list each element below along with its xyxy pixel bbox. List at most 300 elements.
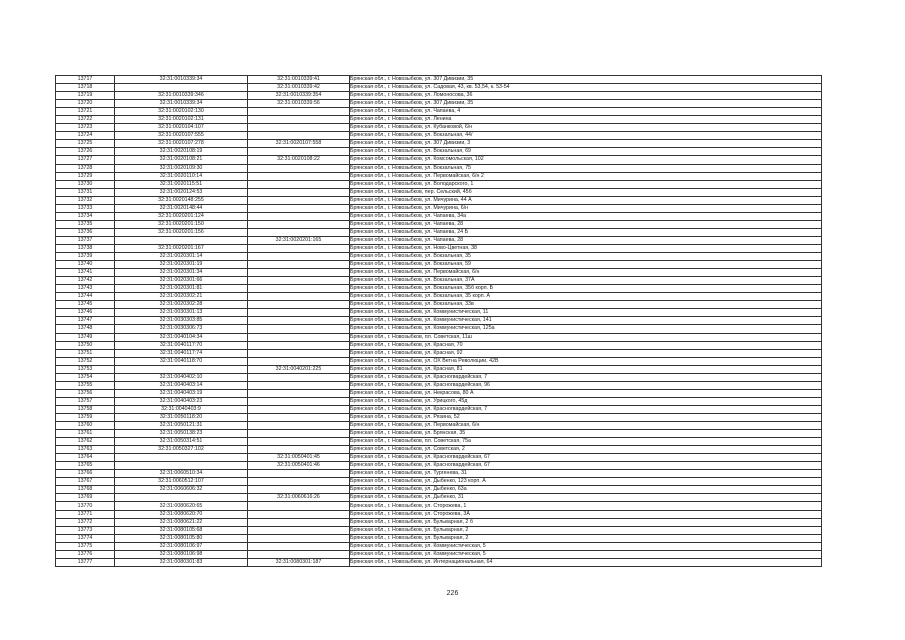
related-cadastral-number-cell — [248, 325, 350, 333]
row-number-cell: 13768 — [56, 486, 115, 494]
table-row — [56, 446, 822, 454]
address-cell: Брянская обл., г. Новозыбков, ул. Вокзальная, 75 — [350, 164, 822, 172]
address-cell: Брянская обл., г. Новозыбков, ул. Красная, 81 — [350, 365, 822, 373]
related-cadastral-number-cell: 32:31:0050401:45 — [248, 454, 350, 462]
related-cadastral-number-cell — [248, 381, 350, 389]
cadastral-number-cell: 32:31:0020148:44 — [115, 204, 248, 212]
related-cadastral-number-cell — [248, 164, 350, 172]
related-cadastral-number-cell — [248, 301, 350, 309]
cadastral-number-cell: 32:31:0040104:34 — [115, 333, 248, 341]
cadastral-number-cell: 32:31:0040403:9 — [115, 405, 248, 413]
address-cell: Брянская обл., г. Новозыбков, ул. Володарского, 1 — [350, 180, 822, 188]
related-cadastral-number-cell: 32:31:0080301:187 — [248, 558, 350, 566]
address-cell: Брянская обл., г. Новозыбков, ул. Вокзальная, 35 — [350, 253, 822, 261]
cadastral-number-cell — [115, 84, 248, 92]
address-cell: Брянская обл., г. Новозыбков, ул. Красногвардейская, 7 — [350, 405, 822, 413]
table-row — [56, 196, 822, 204]
row-number-cell: 13753 — [56, 365, 115, 373]
related-cadastral-number-cell — [248, 196, 350, 204]
related-cadastral-number-cell — [248, 478, 350, 486]
row-number-cell: 13727 — [56, 156, 115, 164]
table-row — [56, 454, 822, 462]
row-number-cell: 13760 — [56, 422, 115, 430]
address-cell: Брянская обл., г. Новозыбков, ул. Красногвардейская, 67 — [350, 454, 822, 462]
address-cell: Брянская обл., г. Новозыбков, ул. Красная, 70 — [350, 341, 822, 349]
row-number-cell: 13770 — [56, 502, 115, 510]
cadastral-number-cell: 32:31:0020102:130 — [115, 108, 248, 116]
row-number-cell: 13746 — [56, 309, 115, 317]
related-cadastral-number-cell: 32:31:0040201:225 — [248, 365, 350, 373]
related-cadastral-number-cell — [248, 293, 350, 301]
row-number-cell: 13720 — [56, 100, 115, 108]
related-cadastral-number-cell — [248, 108, 350, 116]
row-number-cell: 13735 — [56, 220, 115, 228]
row-number-cell: 13773 — [56, 526, 115, 534]
row-number-cell: 13742 — [56, 277, 115, 285]
related-cadastral-number-cell — [248, 349, 350, 357]
related-cadastral-number-cell — [248, 261, 350, 269]
table-row — [56, 156, 822, 164]
cadastral-number-cell — [115, 454, 248, 462]
related-cadastral-number-cell — [248, 244, 350, 252]
row-number-cell: 13717 — [56, 76, 115, 84]
table-row — [56, 84, 822, 92]
table-row — [56, 309, 822, 317]
table-row — [56, 486, 822, 494]
table-row — [56, 293, 822, 301]
table-row — [56, 357, 822, 365]
table-row — [56, 542, 822, 550]
cadastral-number-cell: 32:31:0040118:70 — [115, 357, 248, 365]
table-row — [56, 373, 822, 381]
cadastral-number-cell: 32:31:0080301:83 — [115, 558, 248, 566]
address-cell: Брянская обл., г. Новозыбков, ул. Интернациональная, 64 — [350, 558, 822, 566]
address-cell: Брянская обл., г. Новозыбков, ул. Чапаева, 28 — [350, 236, 822, 244]
cadastral-number-cell: 32:31:0080106:98 — [115, 550, 248, 558]
row-number-cell: 13758 — [56, 405, 115, 413]
row-number-cell: 13721 — [56, 108, 115, 116]
row-number-cell: 13767 — [56, 478, 115, 486]
row-number-cell: 13726 — [56, 148, 115, 156]
related-cadastral-number-cell — [248, 542, 350, 550]
address-cell: Брянская обл., г. Новозыбков, ул. Коммунистическая, 11 — [350, 309, 822, 317]
row-number-cell: 13743 — [56, 285, 115, 293]
cadastral-number-cell: 32:31:0040402:10 — [115, 373, 248, 381]
table-row — [56, 526, 822, 534]
address-cell: Брянская обл., г. Новозыбков, ул. Тургенева, 31 — [350, 470, 822, 478]
address-cell: Брянская обл., г. Новозыбков, ул. Дыбенко, 123 корп. А — [350, 478, 822, 486]
row-number-cell: 13730 — [56, 180, 115, 188]
row-number-cell: 13739 — [56, 253, 115, 261]
row-number-cell: 13723 — [56, 124, 115, 132]
table-row — [56, 244, 822, 252]
cadastral-number-cell: 32:31:0020302:28 — [115, 301, 248, 309]
row-number-cell: 13775 — [56, 542, 115, 550]
related-cadastral-number-cell — [248, 357, 350, 365]
related-cadastral-number-cell: 32:31:0060616:26 — [248, 494, 350, 502]
related-cadastral-number-cell — [248, 438, 350, 446]
cadastral-number-cell: 32:31:0040117:70 — [115, 341, 248, 349]
table-row — [56, 285, 822, 293]
cadastral-number-cell: 32:31:0020201:167 — [115, 244, 248, 252]
row-number-cell: 13763 — [56, 446, 115, 454]
table-row — [56, 108, 822, 116]
related-cadastral-number-cell — [248, 446, 350, 454]
row-number-cell: 13771 — [56, 510, 115, 518]
cadastral-number-cell: 32:31:0020201:150 — [115, 220, 248, 228]
table-row — [56, 381, 822, 389]
cadastral-number-cell: 32:31:0020115:51 — [115, 180, 248, 188]
cadastral-number-cell: 32:31:0020108:21 — [115, 156, 248, 164]
cadastral-number-cell: 32:31:0020301:66 — [115, 277, 248, 285]
cadastral-number-cell: 32:31:0050138:23 — [115, 430, 248, 438]
address-cell: Брянская обл., г. Новозыбков, ул. Коммунистическая, 125а — [350, 325, 822, 333]
address-cell: Брянская обл., г. Новозыбков, ул. Дыбенко, 63а — [350, 486, 822, 494]
row-number-cell: 13757 — [56, 397, 115, 405]
address-cell: Брянская обл., г. Новозыбков, пл. Советская, 11ш — [350, 333, 822, 341]
cadastral-number-cell: 32:31:0050314:51 — [115, 438, 248, 446]
cadastral-number-cell: 32:31:0060510:34 — [115, 470, 248, 478]
row-number-cell: 13718 — [56, 84, 115, 92]
row-number-cell: 13750 — [56, 341, 115, 349]
related-cadastral-number-cell — [248, 188, 350, 196]
table-row — [56, 494, 822, 502]
address-cell: Брянская обл., г. Новозыбков, пер. Сельский, 45б — [350, 188, 822, 196]
table-row — [56, 333, 822, 341]
related-cadastral-number-cell — [248, 405, 350, 413]
row-number-cell: 13741 — [56, 269, 115, 277]
row-number-cell: 13731 — [56, 188, 115, 196]
related-cadastral-number-cell — [248, 132, 350, 140]
related-cadastral-number-cell — [248, 277, 350, 285]
address-cell: Брянская обл., г. Новозыбков, ул. Брянская, 35 — [350, 430, 822, 438]
table-row — [56, 261, 822, 269]
address-cell: Брянская обл., г. Новозыбков, ул. Чапаева, 24 Б — [350, 228, 822, 236]
address-cell: Брянская обл., г. Новозыбков, ул. Коммунистическая, 141 — [350, 317, 822, 325]
table-row — [56, 430, 822, 438]
cadastral-number-cell: 32:31:0080620:65 — [115, 502, 248, 510]
table-row — [56, 172, 822, 180]
address-cell: Брянская обл., г. Новозыбков, ул. Вокзальная, 37А — [350, 277, 822, 285]
related-cadastral-number-cell — [248, 510, 350, 518]
address-cell: Брянская обл., г. Новозыбков, ул. Коммунистическая, 5 — [350, 542, 822, 550]
address-cell: Брянская обл., г. Новозыбков, ул. ОХ Ветна Революции, 42В — [350, 357, 822, 365]
cadastral-number-cell: 32:31:0050121:31 — [115, 422, 248, 430]
table-row — [56, 317, 822, 325]
related-cadastral-number-cell: 32:31:0010339:42 — [248, 84, 350, 92]
cadastral-number-cell: 32:31:0080105:68 — [115, 526, 248, 534]
address-cell: Брянская обл., г. Новозыбков, ул. Чапаева, 34а — [350, 212, 822, 220]
row-number-cell: 13764 — [56, 454, 115, 462]
cadastral-number-cell: 32:31:0050118:20 — [115, 413, 248, 421]
cadastral-number-cell: 32:31:0080621:22 — [115, 518, 248, 526]
cadastral-number-cell: 32:31:0020201:124 — [115, 212, 248, 220]
address-cell: Брянская обл., г. Новозыбков, ул. Мичурина, 44 А — [350, 196, 822, 204]
related-cadastral-number-cell — [248, 220, 350, 228]
cadastral-number-cell: 32:31:0010339:346 — [115, 92, 248, 100]
row-number-cell: 13774 — [56, 534, 115, 542]
address-cell: Брянская обл., г. Новозыбков, ул. 307 Дивизии, 35 — [350, 76, 822, 84]
row-number-cell: 13756 — [56, 389, 115, 397]
address-cell: Брянская обл., г. Новозыбков, ул. Вокзальная, 33в — [350, 301, 822, 309]
table-row — [56, 325, 822, 333]
cadastral-number-cell: 32:31:0020108:19 — [115, 148, 248, 156]
registry-table — [55, 75, 822, 567]
cadastral-number-cell: 32:31:0080105:80 — [115, 534, 248, 542]
address-cell: Брянская обл., г. Новозыбков, ул. Садовая, 43, кв. 53,54, к. 53-54 — [350, 84, 822, 92]
row-number-cell: 13725 — [56, 140, 115, 148]
related-cadastral-number-cell: 32:31:0020107:558 — [248, 140, 350, 148]
cadastral-number-cell: 32:31:0020302:21 — [115, 293, 248, 301]
address-cell: Брянская обл., г. Новозыбков, ул. Бульварная, 2 — [350, 534, 822, 542]
address-cell: Брянская обл., г. Новозыбков, ул. Ленина — [350, 116, 822, 124]
address-cell: Брянская обл., г. Новозыбков, ул. Красногвардейская, 7 — [350, 373, 822, 381]
related-cadastral-number-cell — [248, 526, 350, 534]
cadastral-number-cell — [115, 365, 248, 373]
address-cell: Брянская обл., г. Новозыбков, ул. Чапаева, 4 — [350, 108, 822, 116]
table-row — [56, 422, 822, 430]
table-row — [56, 413, 822, 421]
address-cell: Брянская обл., г. Новозыбков, ул. Чапаева, 28 — [350, 220, 822, 228]
row-number-cell: 13752 — [56, 357, 115, 365]
address-cell: Брянская обл., г. Новозыбков, ул. Урицкого, 45д — [350, 397, 822, 405]
related-cadastral-number-cell — [248, 124, 350, 132]
table-row — [56, 301, 822, 309]
row-number-cell: 13754 — [56, 373, 115, 381]
cadastral-number-cell: 32:31:0080620:70 — [115, 510, 248, 518]
row-number-cell: 13736 — [56, 228, 115, 236]
related-cadastral-number-cell — [248, 253, 350, 261]
table-row — [56, 220, 822, 228]
related-cadastral-number-cell — [248, 148, 350, 156]
address-cell: Брянская обл., г. Новозыбков, пл. Советская, 75а — [350, 438, 822, 446]
table-row — [56, 341, 822, 349]
row-number-cell: 13728 — [56, 164, 115, 172]
cadastral-number-cell: 32:31:0020301:19 — [115, 261, 248, 269]
address-cell: Брянская обл., г. Новозыбков, ул. Первомайская, 6/н — [350, 269, 822, 277]
address-cell: Брянская обл., г. Новозыбков, ул. Бульварная, 2 — [350, 526, 822, 534]
table-row — [56, 148, 822, 156]
address-cell: Брянская обл., г. Новозыбков, ул. Рязина, 52 — [350, 413, 822, 421]
cadastral-number-cell: 32:31:0020107:555 — [115, 132, 248, 140]
row-number-cell: 13724 — [56, 132, 115, 140]
table-row — [56, 277, 822, 285]
cadastral-number-cell: 32:31:0040117:74 — [115, 349, 248, 357]
row-number-cell: 13759 — [56, 413, 115, 421]
row-number-cell: 13755 — [56, 381, 115, 389]
row-number-cell: 13762 — [56, 438, 115, 446]
page-number: 226 — [446, 590, 459, 597]
table-row — [56, 100, 822, 108]
table-row — [56, 470, 822, 478]
address-cell: Брянская обл., г. Новозыбков, ул. Комсомольская, 102 — [350, 156, 822, 164]
table-row — [56, 397, 822, 405]
row-number-cell: 13738 — [56, 244, 115, 252]
related-cadastral-number-cell: 32:31:0020108:22 — [248, 156, 350, 164]
cadastral-number-cell: 32:31:0020201:156 — [115, 228, 248, 236]
address-cell: Брянская обл., г. Новозыбков, ул. Красногвардейская, 96 — [350, 381, 822, 389]
address-cell: Брянская обл., г. Новозыбков, ул. Бульварная, 2 б — [350, 518, 822, 526]
row-number-cell: 13769 — [56, 494, 115, 502]
table-row — [56, 76, 822, 84]
row-number-cell: 13766 — [56, 470, 115, 478]
cadastral-number-cell — [115, 462, 248, 470]
related-cadastral-number-cell — [248, 341, 350, 349]
table-row — [56, 438, 822, 446]
related-cadastral-number-cell — [248, 309, 350, 317]
row-number-cell: 13747 — [56, 317, 115, 325]
related-cadastral-number-cell: 32:31:0050401:46 — [248, 462, 350, 470]
row-number-cell: 13777 — [56, 558, 115, 566]
cadastral-number-cell: 32:31:0020301:14 — [115, 253, 248, 261]
cadastral-number-cell: 32:31:0030303:85 — [115, 317, 248, 325]
cadastral-number-cell: 32:31:0030301:13 — [115, 309, 248, 317]
registry-table-body — [56, 76, 822, 567]
row-number-cell: 13765 — [56, 462, 115, 470]
related-cadastral-number-cell — [248, 212, 350, 220]
address-cell: Брянская обл., г. Новозыбков, ул. Кубанковой, 6/н — [350, 124, 822, 132]
table-row — [56, 116, 822, 124]
related-cadastral-number-cell — [248, 430, 350, 438]
address-cell: Брянская обл., г. Новозыбков, ул. Первомайская, 6/н — [350, 422, 822, 430]
cadastral-number-cell: 32:31:0020301:81 — [115, 285, 248, 293]
row-number-cell: 13761 — [56, 430, 115, 438]
cadastral-number-cell: 32:31:0040403:23 — [115, 397, 248, 405]
related-cadastral-number-cell — [248, 204, 350, 212]
row-number-cell: 13729 — [56, 172, 115, 180]
table-row — [56, 132, 822, 140]
table-row — [56, 188, 822, 196]
address-cell: Брянская обл., г. Новозыбков, ул. Вокзальная, 35б корп. Б — [350, 285, 822, 293]
row-number-cell: 13722 — [56, 116, 115, 124]
related-cadastral-number-cell — [248, 518, 350, 526]
table-row — [56, 365, 822, 373]
table-row — [56, 92, 822, 100]
table-row — [56, 269, 822, 277]
row-number-cell: 13751 — [56, 349, 115, 357]
cadastral-number-cell: 32:31:0030306:73 — [115, 325, 248, 333]
address-cell: Брянская обл., г. Новозыбков, ул. Коммунистическая, 5 — [350, 550, 822, 558]
related-cadastral-number-cell — [248, 422, 350, 430]
table-row — [56, 534, 822, 542]
table-row — [56, 253, 822, 261]
table-row — [56, 180, 822, 188]
table-row — [56, 164, 822, 172]
address-cell: Брянская обл., г. Новозыбков, ул. Ново-Цветная, 38 — [350, 244, 822, 252]
table-row — [56, 228, 822, 236]
table-row — [56, 478, 822, 486]
related-cadastral-number-cell — [248, 116, 350, 124]
table-row — [56, 349, 822, 357]
row-number-cell: 13744 — [56, 293, 115, 301]
related-cadastral-number-cell — [248, 269, 350, 277]
address-cell: Брянская обл., г. Новозыбков, ул. Сторожева, 3А — [350, 510, 822, 518]
related-cadastral-number-cell — [248, 285, 350, 293]
related-cadastral-number-cell — [248, 550, 350, 558]
row-number-cell: 13748 — [56, 325, 115, 333]
table-row — [56, 462, 822, 470]
row-number-cell: 13745 — [56, 301, 115, 309]
address-cell: Брянская обл., г. Новозыбков, ул. 307 Дивизии, 35 — [350, 100, 822, 108]
cadastral-number-cell — [115, 236, 248, 244]
related-cadastral-number-cell — [248, 470, 350, 478]
address-cell: Брянская обл., г. Новозыбков, ул. Сторожева, 1 — [350, 502, 822, 510]
cadastral-number-cell: 32:31:0040403:19 — [115, 389, 248, 397]
cadastral-number-cell: 32:31:0020107:278 — [115, 140, 248, 148]
related-cadastral-number-cell — [248, 534, 350, 542]
address-cell: Брянская обл., г. Новозыбков, ул. Вокзальная, 59 — [350, 261, 822, 269]
related-cadastral-number-cell: 32:31:0010339:56 — [248, 100, 350, 108]
table-row — [56, 518, 822, 526]
address-cell: Брянская обл., г. Новозыбков, ул. Вокзальная, 69 — [350, 148, 822, 156]
address-cell: Брянская обл., г. Новозыбков, ул. Некрасова, 80 А — [350, 389, 822, 397]
related-cadastral-number-cell — [248, 333, 350, 341]
address-cell: Брянская обл., г. Новозыбков, ул. Мичурина, 6/н — [350, 204, 822, 212]
cadastral-number-cell: 32:31:0010339:34 — [115, 76, 248, 84]
table-row — [56, 140, 822, 148]
cadastral-number-cell: 32:31:0020124:53 — [115, 188, 248, 196]
table-row — [56, 405, 822, 413]
table-row — [56, 124, 822, 132]
cadastral-number-cell: 32:31:0060606:32 — [115, 486, 248, 494]
related-cadastral-number-cell — [248, 228, 350, 236]
address-cell: Брянская обл., г. Новозыбков, ул. Вокзальная, 44/ — [350, 132, 822, 140]
table-row — [56, 558, 822, 566]
cadastral-number-cell: 32:31:0020109:30 — [115, 164, 248, 172]
cadastral-number-cell: 32:31:0020102:131 — [115, 116, 248, 124]
table-row — [56, 550, 822, 558]
row-number-cell: 13737 — [56, 236, 115, 244]
cadastral-number-cell — [115, 494, 248, 502]
address-cell: Брянская обл., г. Новозыбков, ул. Советская, 2 — [350, 446, 822, 454]
row-number-cell: 13740 — [56, 261, 115, 269]
address-cell: Брянская обл., г. Новозыбков, ул. Ломоносова, 36 — [350, 92, 822, 100]
cadastral-number-cell: 32:31:0040403:14 — [115, 381, 248, 389]
related-cadastral-number-cell — [248, 317, 350, 325]
cadastral-number-cell: 32:31:0020301:34 — [115, 269, 248, 277]
row-number-cell: 13732 — [56, 196, 115, 204]
cadastral-number-cell: 32:31:0060512:107 — [115, 478, 248, 486]
cadastral-number-cell: 32:31:0020148:255 — [115, 196, 248, 204]
related-cadastral-number-cell: 32:31:0020201:165 — [248, 236, 350, 244]
address-cell: Брянская обл., г. Новозыбков, ул. Первомайская, 6/н 2 — [350, 172, 822, 180]
address-cell: Брянская обл., г. Новозыбков, ул. Красногвардейская, 67 — [350, 462, 822, 470]
related-cadastral-number-cell: 32:31:0010339:41 — [248, 76, 350, 84]
related-cadastral-number-cell — [248, 373, 350, 381]
cadastral-number-cell: 32:31:0010339:34 — [115, 100, 248, 108]
row-number-cell: 13734 — [56, 212, 115, 220]
address-cell: Брянская обл., г. Новозыбков, ул. 307 Дивизии, 3 — [350, 140, 822, 148]
cadastral-number-cell: 32:31:0020104:107 — [115, 124, 248, 132]
table-row — [56, 389, 822, 397]
related-cadastral-number-cell: 32:31:0010339:354 — [248, 92, 350, 100]
address-cell: Брянская обл., г. Новозыбков, ул. Дыбенко, 31 — [350, 494, 822, 502]
cadastral-number-cell: 32:31:0050327:102 — [115, 446, 248, 454]
related-cadastral-number-cell — [248, 502, 350, 510]
row-number-cell: 13772 — [56, 518, 115, 526]
row-number-cell: 13776 — [56, 550, 115, 558]
table-row — [56, 204, 822, 212]
row-number-cell: 13719 — [56, 92, 115, 100]
row-number-cell: 13749 — [56, 333, 115, 341]
row-number-cell: 13733 — [56, 204, 115, 212]
related-cadastral-number-cell — [248, 486, 350, 494]
related-cadastral-number-cell — [248, 413, 350, 421]
table-row — [56, 212, 822, 220]
cadastral-number-cell: 32:31:0080106:97 — [115, 542, 248, 550]
table-row — [56, 510, 822, 518]
address-cell: Брянская обл., г. Новозыбков, ул. Красная, 92 — [350, 349, 822, 357]
